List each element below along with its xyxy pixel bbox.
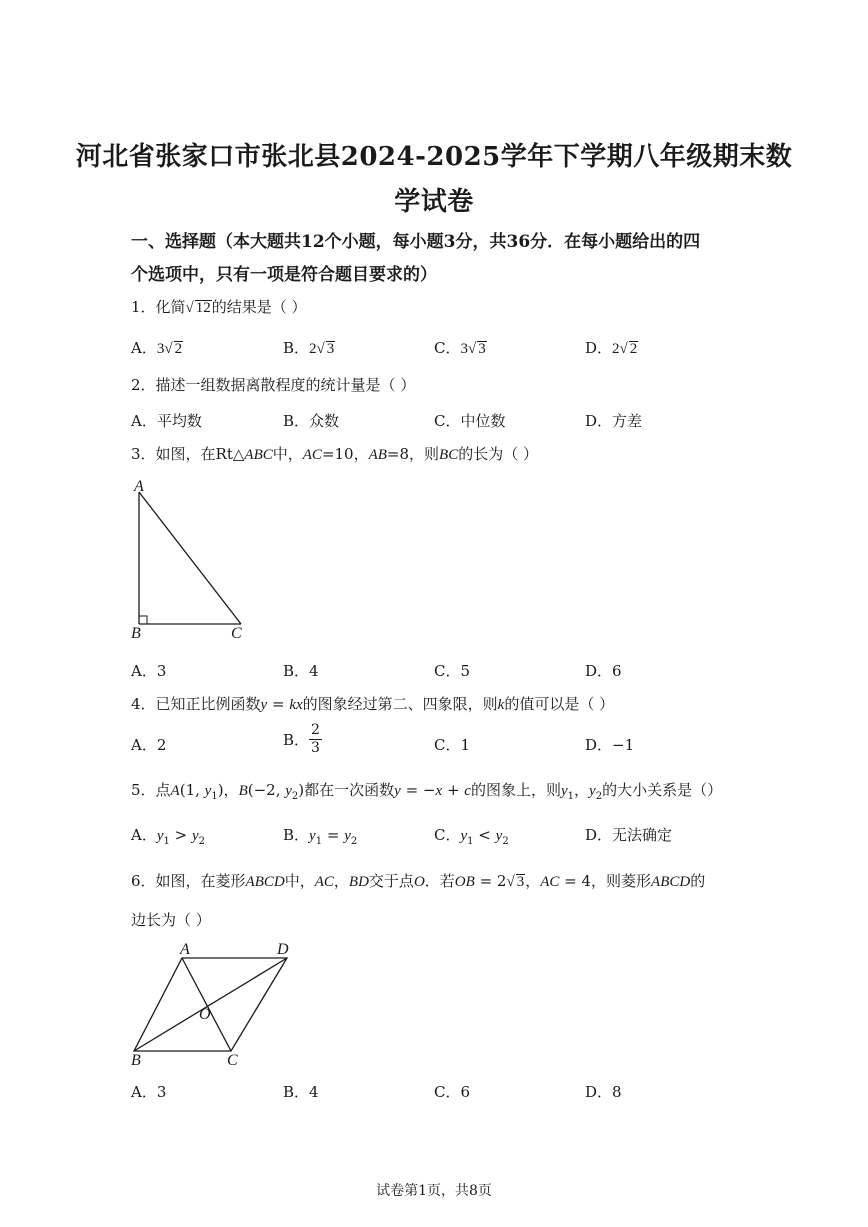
subscript: 2 [291,791,299,802]
center-label-o: O [199,1006,211,1023]
option-radicand: 2 [174,341,183,357]
text: 中， [272,445,303,463]
q1-option-d: D．2√ 2 [585,339,638,357]
text: + [442,781,465,799]
q5-option-b [283,824,357,847]
subscript: 1 [211,791,218,802]
math: y [260,697,268,713]
diagonal-bd [134,958,287,1051]
option-label: D． [585,339,613,357]
q5-option-a [131,824,205,847]
q2-option-b: B．众数 [283,412,340,430]
math: ABCD [245,874,285,890]
q1-option-a: A．3√ 2 [131,339,183,357]
subscript: 2 [350,836,358,847]
subscript: 1 [315,836,323,847]
math: AC [540,874,560,890]
question-1-radicand: 12 [195,300,211,316]
text: 4．已知正比例函数 [131,695,261,713]
math: BD [348,874,369,890]
math: kx [289,697,303,713]
question-6-line1: 6．如图，在菱形ABCD中，AC，BD交于点O．若OB = 2√ 3，AC = 4，则菱形ABCD的 [131,872,706,890]
section-heading-line2: 个选项中，只有一项是符合题目要求的） [131,265,437,285]
math: y [192,828,199,844]
q1-option-b: B．2√ 3 [283,339,335,357]
math: OB [454,874,475,890]
text: = [267,695,290,713]
text: 交于点 [368,872,414,890]
q1-option-c: C．3√ 3 [434,339,486,357]
subscript: 1 [567,791,575,802]
question-6-line2: 边长为（ ） [131,911,211,929]
text: =10， [321,445,369,463]
text: 的值可以是（ ） [504,695,615,713]
text: =8，则 [386,445,440,463]
option-radicand: 2 [629,341,638,357]
q2-option-c: C．中位数 [434,412,506,430]
question-5 [131,779,722,802]
math: BC [439,447,459,463]
text: = − [400,781,436,799]
option-coef: 2 [309,341,317,357]
math: y [495,828,503,844]
q4-option-a: A．2 [131,736,167,754]
math: c [464,783,471,799]
question-3 [131,443,538,464]
option-label: B． [283,339,310,357]
question-2: 2．描述一组数据离散程度的统计量是（ ） [131,376,416,394]
subscript: 2 [198,836,206,847]
q6-option-c: C．6 [434,1083,471,1101]
q5-option-d: D．无法确定 [585,826,673,844]
option-coef: 3 [156,341,165,357]
subscript: 2 [502,836,509,847]
math: AC [314,874,334,890]
option-label: B． [283,826,310,844]
math: y [460,828,468,844]
relation: = [322,826,345,844]
text: 6．如图，在菱形 [131,872,246,890]
vertex-label-c: C [231,625,242,642]
numerator: 2 [311,722,320,738]
math: B [238,783,248,799]
q6-option-d: D．8 [585,1083,622,1101]
text: 中， [284,872,315,890]
text: 5．点 [131,781,171,799]
q5-option-c [434,824,509,847]
text: (1, [179,781,205,799]
rhombus-figure [125,935,305,1070]
option-label: A． [131,339,157,357]
diagonal-ac [182,958,231,1051]
text: )， [217,781,239,799]
page-title-line1: 河北省张家口市张北县2024-2025学年下学期八年级期末数 [75,142,793,172]
text: 的图象上，则 [470,781,561,799]
subscript: 1 [163,836,170,847]
math: y [589,783,596,799]
text: 3．如图，在Rt△ [131,445,245,463]
option-coef: 3 [460,341,468,357]
vertex-label-c: C [227,1052,238,1069]
q2-option-a: A．平均数 [131,412,202,430]
question-1: 1．化简√ 12的结果是（ ） [131,298,307,316]
question-1-prefix: 1．化简 [131,298,186,316]
math: ABCD [651,874,691,890]
math: k [497,697,505,713]
math: AB [368,447,387,463]
denominator: 3 [311,739,320,756]
right-triangle-figure [125,475,265,645]
question-1-suffix: 的结果是（ ） [211,298,307,316]
text: ， [525,872,541,890]
q4-option-b [283,722,322,757]
relation: > [169,826,192,844]
fraction [309,722,322,757]
text: 的图象经过第二、四象限，则 [302,695,498,713]
option-coef: 2 [612,341,620,357]
q6-option-a: A．3 [131,1083,167,1101]
math: y [394,783,401,799]
text: = 4，则菱形 [559,872,652,890]
q6-option-b: B．4 [283,1083,319,1101]
text: ， [333,872,349,890]
q4-option-d: D．−1 [585,736,635,754]
text: 的长为（ ） [458,445,538,463]
q4-option-c: C．1 [434,736,471,754]
right-angle-mark [139,616,147,624]
math: y [560,783,568,799]
side-ac [139,492,241,624]
text: 的大小关系是（） [602,781,723,799]
q3-option-b: B．4 [283,662,319,680]
vertex-label-b: B [131,1052,141,1069]
option-label: C． [434,339,461,357]
q3-option-a: A．3 [131,662,167,680]
text: (−2, [247,781,286,799]
page-title-line2: 学试卷 [394,187,474,217]
math: y [309,828,316,844]
q3-option-c: C．5 [434,662,471,680]
math: AC [302,447,322,463]
option-label: B． [283,730,310,749]
subscript: 2 [595,791,603,802]
math: y [204,783,212,799]
option-label: A． [131,826,157,844]
option-radicand: 3 [326,341,335,357]
option-radicand: 3 [478,341,486,357]
q3-option-d: D．6 [585,662,622,680]
math: A [170,783,180,799]
math: y [156,828,164,844]
text: )都在一次函数 [298,781,395,799]
subscript: 1 [467,836,474,847]
radicand: 3 [516,874,525,890]
vertex-label-a: A [134,478,144,495]
text: ， [574,781,590,799]
vertex-label-b: B [131,625,141,642]
section-heading-line1: 一、选择题（本大题共12个小题，每小题3分，共36分．在每小题给出的四 [131,232,701,252]
text: ．若 [424,872,455,890]
vertex-label-d: D [277,941,289,958]
q2-option-d: D．方差 [585,412,643,430]
math: O [413,874,425,890]
vertex-label-a: A [180,941,190,958]
math: y [344,828,351,844]
relation: < [473,826,496,844]
question-4 [131,693,614,714]
text: 的 [690,872,706,890]
text: = 2 [474,872,507,890]
math: y [285,783,292,799]
math: ABC [244,447,273,463]
page-footer: 试卷第1页，共8页 [376,1183,492,1199]
math: x [435,783,443,799]
option-label: C． [434,826,461,844]
